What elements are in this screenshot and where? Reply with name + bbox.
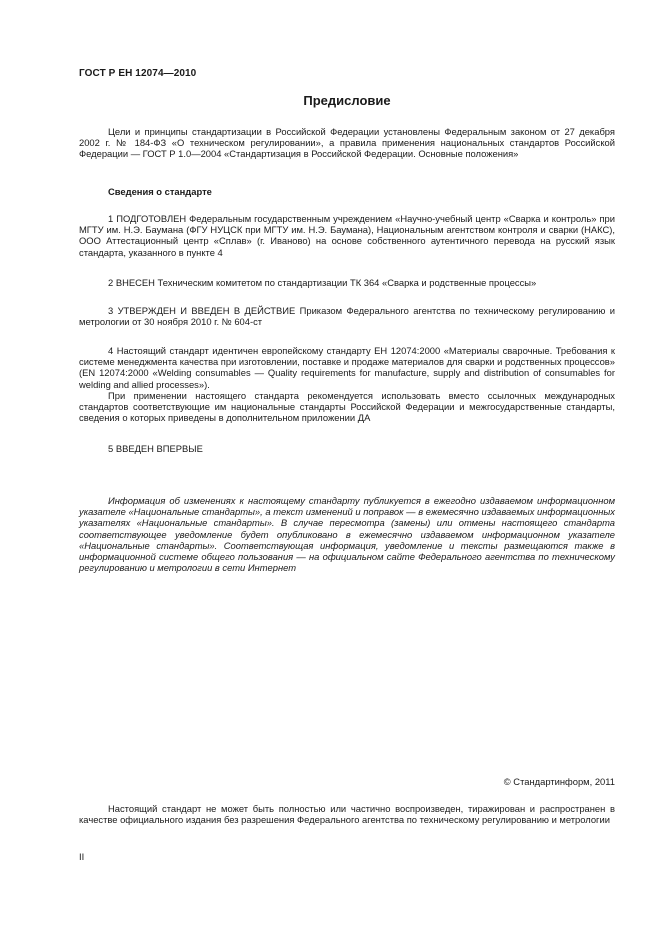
item-4-paragraph: 4 Настоящий стандарт идентичен европейскому стандарту ЕН 12074:2000 «Материалы сварочные. Требования к системе менеджмента качества при изготовлении, поставке и продаже материалов для сварки и родственных процессов» (EN 12074:2000 «Welding consumables — Quality requirements for manufacture, supply and distribution of consumables for welding and allied processes»).: [79, 345, 616, 390]
section-heading-block: [79, 186, 615, 197]
intro-paragraph: Цели и принципы стандартизации в Российской Федерации установлены Федеральным законом от 27 декабря 2002 г. № 184-ФЗ «О техническом регулировании», а правила применения национальных стандартов Российской Федерации — ГОСТ Р 1.0—2004 «Стандартизация в Российской Федерации. Основные положения»: [79, 126, 615, 160]
item-1-paragraph: 1 ПОДГОТОВЛЕН Федеральным государственным учреждением «Научно-учебный центр «Сварка и контроль» при МГТУ им. Н.Э. Баумана (ФГУ НУЦСК при МГТУ им. Н.Э. Баумана), Национальным агентством контроля и сварки (НАКС), ООО Аттестационный центр «Сплав» (г. Иваново) на основе собственного аутентичного перевода на русский язык стандарта, указанного в пункте 4: [79, 213, 615, 258]
section-heading: Сведения о стандарте: [108, 186, 212, 197]
intro-block: [79, 126, 615, 160]
reproduction-notice-block: [79, 803, 615, 825]
copyright-line: © Стандартинформ, 2011: [503, 776, 615, 787]
item-2-paragraph: 2 ВНЕСЕН Техническим комитетом по стандартизации ТК 364 «Сварка и родственные процессы»: [108, 277, 537, 288]
info-notice-block: [79, 495, 615, 573]
document-code: ГОСТ Р ЕН 12074—2010: [79, 68, 197, 79]
item-5-paragraph: 5 ВВЕДЕН ВПЕРВЫЕ: [108, 443, 203, 454]
item-4-note: При применении настоящего стандарта рекомендуется использовать вместо ссылочных международных стандартов соответствующие им национальные стандарты Российской Федерации и межгосударственные стандарты, сведения о которых приведены в дополнительном приложении ДА: [79, 389, 615, 424]
page-number: II: [79, 851, 85, 862]
item-3-paragraph: 3 УТВЕРЖДЕН И ВВЕДЕН В ДЕЙСТВИЕ Приказом Федерального агентства по техническому регулированию и метрологии от 30 ноября 2010 г. № 604-ст: [79, 305, 615, 328]
item-1-block: [79, 213, 615, 258]
info-notice-paragraph: Информация об изменениях к настоящему стандарту публикуется в ежегодно издаваемом информационном указателе «Национальные стандарты», а текст изменений и поправок — в ежемесячно издаваемых информационных указателях «Национальные стандарты». В случае пересмотра (замены) или отмены настоящего стандарта соответствующее уведомление будет опубликовано в ежемесячно издаваемом информационном указателе «Национальные стандарты». Соответствующая информация, уведомление и тексты размещаются также в информационной системе общего пользования — на официальном сайте Федерального агентства по техническому регулированию и метрологии в сети Интернет: [79, 495, 615, 574]
reproduction-notice-paragraph: Настоящий стандарт не может быть полностью или частично воспроизведен, тиражирован и распространен в качестве официального издания без разрешения Федерального агентства по техническому регулированию и метрологии: [79, 803, 615, 826]
item-3-block: [79, 305, 615, 327]
item-2-block: [79, 277, 615, 288]
item-5-block: [79, 443, 615, 454]
page-title: Предисловие: [303, 93, 391, 108]
item-4-block: [79, 345, 615, 423]
